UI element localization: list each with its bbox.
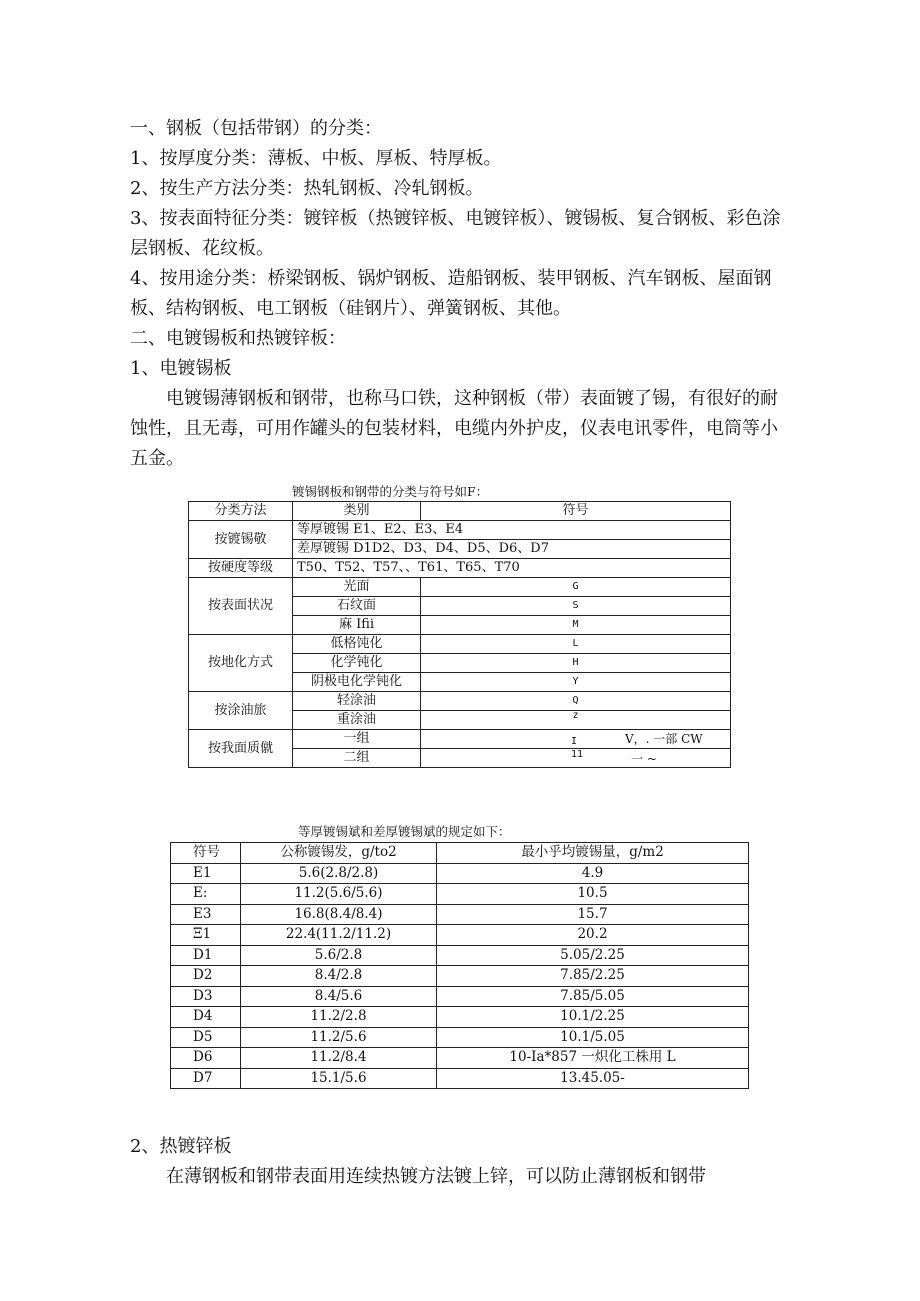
table-row bbox=[171, 945, 749, 966]
table-header: 符号 bbox=[171, 843, 241, 864]
table-cell: 化学钝化 bbox=[293, 654, 421, 673]
nominal-coating-cell: 11.2/5.6 bbox=[241, 1027, 437, 1048]
table1-caption: 镀锡钢板和钢带的分类与符号如F： bbox=[292, 484, 489, 499]
table-cell: 按地化方式 bbox=[189, 635, 293, 692]
table-cell: M bbox=[421, 616, 731, 635]
symbol-cell: D5 bbox=[171, 1027, 241, 1048]
table-cell: 石纹面 bbox=[293, 597, 421, 616]
table-row bbox=[189, 692, 731, 711]
table-header-row bbox=[189, 502, 731, 521]
table-cell: 低格饨化 bbox=[293, 635, 421, 654]
nominal-coating-cell: 11.2(5.6/5.6) bbox=[241, 884, 437, 905]
table-cell: 一组 bbox=[293, 730, 421, 749]
min-avg-coating-cell: 7.85/5.05 bbox=[437, 986, 749, 1007]
list-item: 1、按厚度分类：薄板、中板、厚板、特厚板。 bbox=[130, 148, 502, 169]
table-cell: 按硬度等级 bbox=[189, 559, 293, 578]
min-avg-coating-cell: 5.05/2.25 bbox=[437, 945, 749, 966]
table-cell: 按表面状况 bbox=[189, 578, 293, 635]
table2-caption: 等厚镀锡斌和差厚镀锡斌的规定如下： bbox=[298, 824, 511, 839]
min-avg-coating-cell: 10-Ia*857 一炽化工株用 L bbox=[437, 1048, 749, 1069]
nominal-coating-cell: 11.2/8.4 bbox=[241, 1048, 437, 1069]
symbol-cell: D6 bbox=[171, 1048, 241, 1069]
table-row bbox=[189, 730, 731, 749]
table-header: 公称镀锡发，g/to2 bbox=[241, 843, 437, 864]
symbol-cell: E3 bbox=[171, 904, 241, 925]
table-cell: 二组 bbox=[293, 749, 421, 768]
table-row bbox=[171, 1068, 749, 1089]
table-row bbox=[189, 635, 731, 654]
table-cell: 阴极电化学钝化 bbox=[293, 673, 421, 692]
table-cell: z bbox=[421, 711, 731, 730]
table-row bbox=[189, 559, 731, 578]
min-avg-coating-cell: 4.9 bbox=[437, 863, 749, 884]
symbol-cell: Ξ1 bbox=[171, 925, 241, 946]
table-cell: 轻涂油 bbox=[293, 692, 421, 711]
table-cell: 等厚镀锡 E1、E2、E3、E4 bbox=[293, 521, 731, 540]
table-row bbox=[189, 521, 731, 540]
section-heading-1: 一、钢板（包括带钢）的分类： bbox=[130, 118, 382, 139]
symbol-cell: D3 bbox=[171, 986, 241, 1007]
table-row bbox=[171, 1048, 749, 1069]
table-cell: T50、T52、T57、、T61、T65、T70 bbox=[293, 559, 731, 578]
nominal-coating-cell: 11.2/2.8 bbox=[241, 1007, 437, 1028]
table-cell: S bbox=[421, 597, 731, 616]
table-cell: 差厚镀锡 D1D2、D3、D4、D5、D6、D7 bbox=[293, 540, 731, 559]
nominal-coating-cell: 22.4(11.2/11.2) bbox=[241, 925, 437, 946]
table-header: 分类方法 bbox=[189, 502, 293, 521]
min-avg-coating-cell: 10.1/2.25 bbox=[437, 1007, 749, 1028]
table-cell bbox=[421, 749, 731, 768]
table-cell: Q bbox=[421, 692, 731, 711]
min-avg-coating-cell: 15.7 bbox=[437, 904, 749, 925]
subsection-heading: 2、热镀锌板 bbox=[130, 1136, 232, 1157]
table-cell: G bbox=[421, 578, 731, 597]
table-row bbox=[171, 966, 749, 987]
nominal-coating-cell: 5.6(2.8/2.8) bbox=[241, 863, 437, 884]
table-cell: H bbox=[421, 654, 731, 673]
table-header-row bbox=[171, 843, 749, 864]
table-row bbox=[171, 863, 749, 884]
table-cell: 重涂油 bbox=[293, 711, 421, 730]
symbol-text: I bbox=[571, 736, 578, 747]
nominal-coating-cell: 5.6/2.8 bbox=[241, 945, 437, 966]
list-item: 4、按用途分类：桥梁钢板、锅炉钢板、造船钢板、装甲钢板、汽车钢板、屋面钢板、结构钢板、电工钢板（硅钢片）、弹簧钢板、其他。 bbox=[130, 268, 772, 319]
table-cell: Y bbox=[421, 673, 731, 692]
table-row bbox=[171, 904, 749, 925]
min-avg-coating-cell: 13.45.05- bbox=[437, 1068, 749, 1089]
scan-artifact-text: V，. 一部 CW bbox=[625, 732, 703, 746]
table-row bbox=[171, 1007, 749, 1028]
list-item: 3、按表面特征分类：镀锌板（热镀锌板、电镀锌板）、镀锡板、复合钢板、彩色涂层钢板、花纹板。 bbox=[130, 208, 781, 259]
min-avg-coating-cell: 7.85/2.25 bbox=[437, 966, 749, 987]
symbol-cell: E: bbox=[171, 884, 241, 905]
table-row bbox=[171, 1027, 749, 1048]
table-cell: 按涂油旅 bbox=[189, 692, 293, 730]
table-header: 最小乎均镀锡量，g/m2 bbox=[437, 843, 749, 864]
paragraph: 电镀锡薄钢板和钢带，也称马口铁，这种钢板（带）表面镀了锡，有很好的耐蚀性，且无毒，可用作罐头的包装材料，电缆内外护皮，仪表电讯零件，电筒等小五金。 bbox=[130, 388, 778, 469]
table-header: 类别 bbox=[293, 502, 421, 521]
section-heading-2: 二、电镀锡板和热镀锌板： bbox=[130, 328, 346, 349]
scan-artifact-text: 一 ~ bbox=[631, 752, 657, 766]
table-cell: 按我面质僦 bbox=[189, 730, 293, 768]
table-row bbox=[171, 884, 749, 905]
table-row bbox=[171, 925, 749, 946]
symbol-cell: D1 bbox=[171, 945, 241, 966]
table-cell: 光面 bbox=[293, 578, 421, 597]
paragraph: 在薄钢板和钢带表面用连续热镀方法镀上锌，可以防止薄钢板和钢带 bbox=[166, 1166, 706, 1187]
symbol-text: 11 bbox=[571, 749, 584, 760]
min-avg-coating-cell: 10.1/5.05 bbox=[437, 1027, 749, 1048]
symbol-cell: D4 bbox=[171, 1007, 241, 1028]
symbol-cell: E1 bbox=[171, 863, 241, 884]
min-avg-coating-cell: 10.5 bbox=[437, 884, 749, 905]
nominal-coating-cell: 15.1/5.6 bbox=[241, 1068, 437, 1089]
table-cell: L bbox=[421, 635, 731, 654]
nominal-coating-cell: 8.4/2.8 bbox=[241, 966, 437, 987]
symbol-cell: D7 bbox=[171, 1068, 241, 1089]
subsection-heading: 1、电镀锡板 bbox=[130, 358, 232, 379]
list-item: 2、按生产方法分类：热轧钢板、冷轧钢板。 bbox=[130, 178, 484, 199]
table-cell: 麻 Ifii bbox=[293, 616, 421, 635]
table2 bbox=[170, 842, 749, 1089]
symbol-cell: D2 bbox=[171, 966, 241, 987]
table-cell: 按镀锡敬 bbox=[189, 521, 293, 559]
table-header: 符号 bbox=[421, 502, 731, 521]
min-avg-coating-cell: 20.2 bbox=[437, 925, 749, 946]
nominal-coating-cell: 16.8(8.4/8.4) bbox=[241, 904, 437, 925]
table-row bbox=[189, 578, 731, 597]
nominal-coating-cell: 8.4/5.6 bbox=[241, 986, 437, 1007]
table1 bbox=[188, 501, 731, 768]
table-cell bbox=[421, 730, 731, 749]
table-row bbox=[171, 986, 749, 1007]
